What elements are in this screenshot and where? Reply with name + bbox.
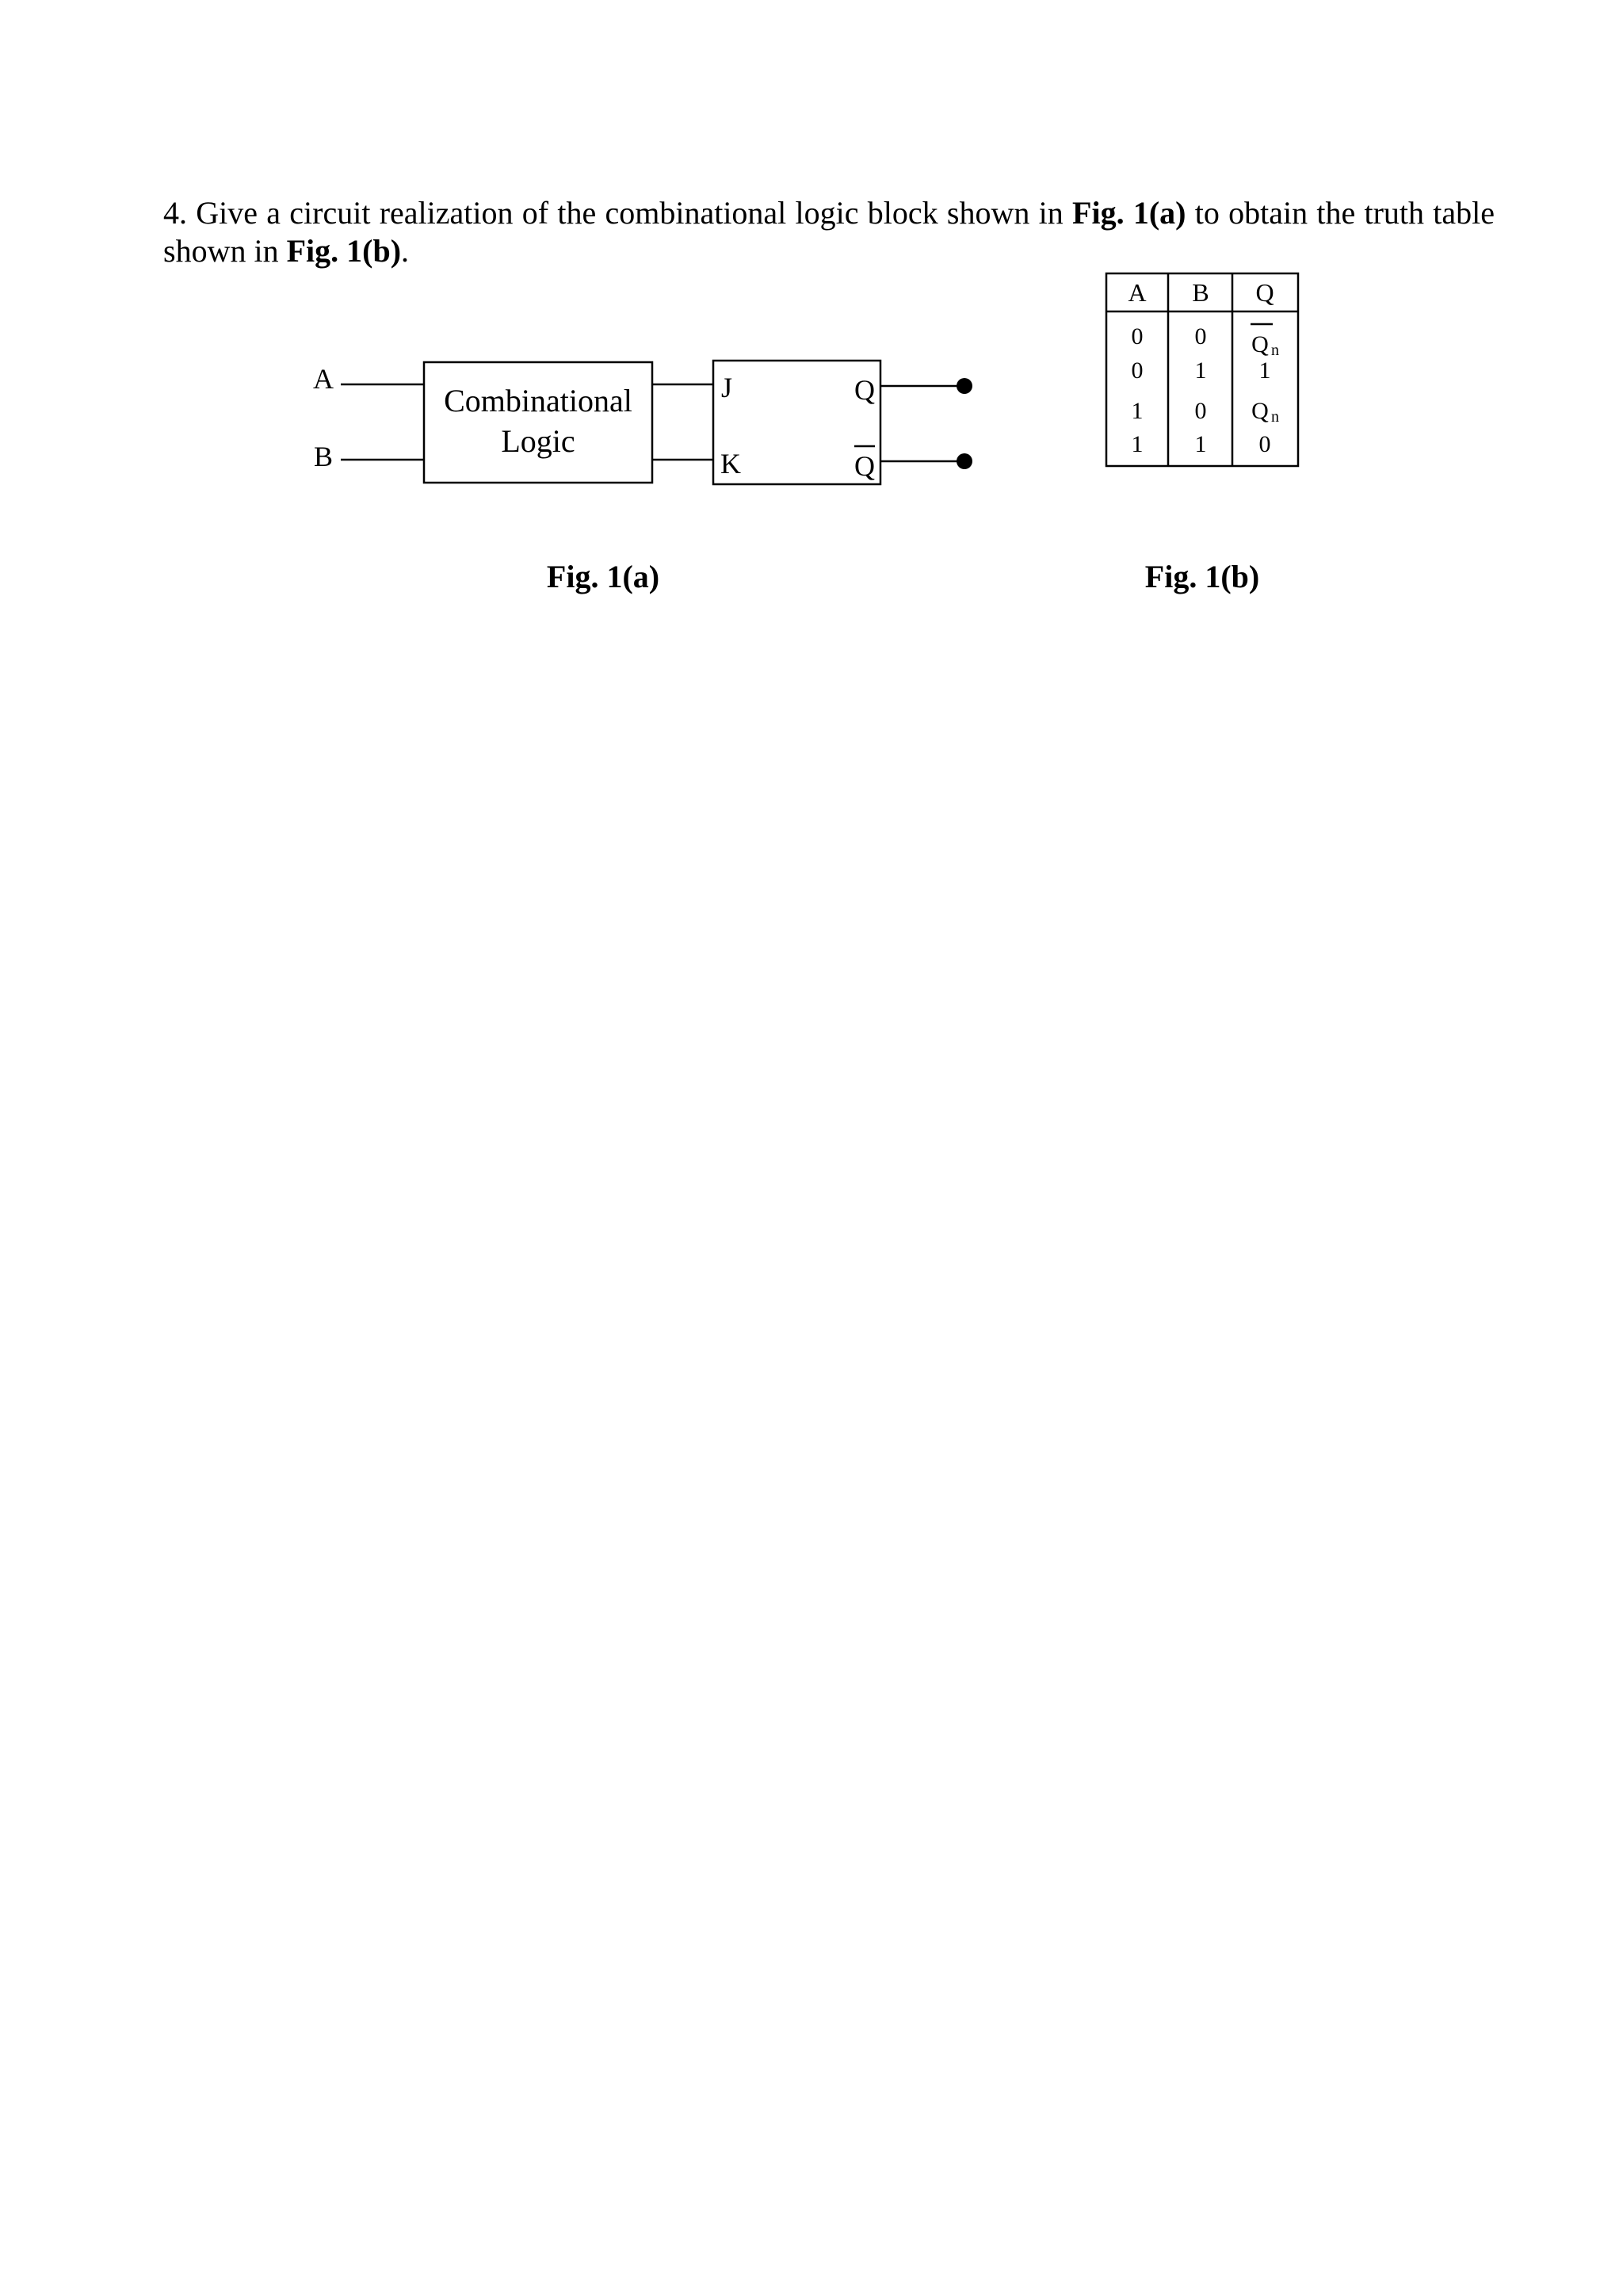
table-cell-q-2: Q [1251, 398, 1269, 424]
table-cell-q-1: 1 [1258, 357, 1271, 384]
table-header-q: Q [1255, 278, 1274, 307]
table-cell-b-3: 1 [1194, 431, 1207, 457]
table-cell-b-2: 0 [1194, 398, 1207, 424]
figure-ref-a: Fig. 1(a) [1072, 195, 1186, 231]
table-cell-b-0: 0 [1194, 323, 1207, 350]
question-period: . [401, 233, 410, 269]
table-cell-a-0: 0 [1131, 323, 1144, 350]
question-number: 4. [163, 195, 187, 231]
question-body-1: Give a circuit realization of the combinational logic block shown in [196, 195, 1064, 231]
input-a-label: A [313, 363, 334, 395]
block-label-line1: Combinational [444, 383, 632, 418]
ff-q-label: Q [854, 374, 875, 406]
ff-j-label: J [721, 372, 733, 403]
ff-k-label: K [720, 448, 741, 479]
ff-qbar-label: Q [854, 450, 875, 482]
figure-ref-b: Fig. 1(b) [286, 233, 402, 269]
table-cell-b-1: 1 [1194, 357, 1207, 384]
truth-table [1106, 273, 1298, 594]
q-output-terminal [957, 378, 972, 394]
table-cell-a-2: 1 [1131, 398, 1144, 424]
table-cell-q-0: Q [1251, 331, 1269, 357]
caption-fig-1a: Fig. 1(a) [546, 559, 660, 594]
table-header-a: A [1128, 278, 1147, 307]
table-cell-a-1: 0 [1131, 357, 1144, 384]
figure-area [0, 0, 1623, 713]
block-label-line2: Logic [501, 423, 575, 459]
table-cell-q-2-subscript: n [1271, 408, 1279, 426]
input-b-label: B [313, 441, 334, 472]
table-header-b: B [1192, 278, 1209, 307]
qbar-output-terminal [957, 453, 972, 469]
table-cell-q-0-subscript: n [1271, 342, 1279, 359]
table-cell-a-3: 1 [1131, 431, 1144, 457]
combinational-logic-block [424, 362, 652, 483]
circuit-diagram [313, 361, 972, 594]
question-body-2: to obtain the truth table shown in [163, 195, 1495, 269]
caption-fig-1b: Fig. 1(b) [1144, 559, 1260, 594]
table-cell-q-3: 0 [1258, 431, 1271, 457]
